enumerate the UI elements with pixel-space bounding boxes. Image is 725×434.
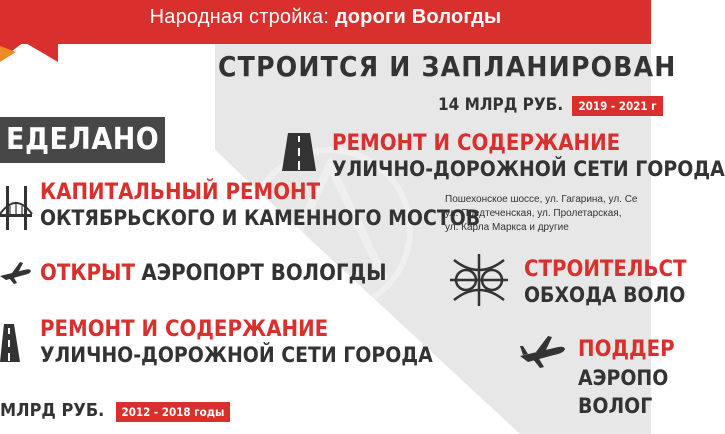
logo-icon — [0, 0, 70, 80]
done-item-roads-subtitle: УЛИЧНО-ДОРОЖНОЙ СЕТИ ГОРОДА — [40, 343, 433, 367]
done-item-bridge-subtitle: ОКТЯБРЬСКОГО И КАМЕННОГО МОСТОВ — [40, 206, 481, 230]
done-years-badge: 2012 - 2018 годы — [116, 402, 231, 422]
street-list: Пошехонское шоссе, ул. Гагарина, ул. Се ул. Предтеченская, ул. Пролетарская, ул. Карла Маркса и другие — [445, 194, 638, 233]
bridge-icon — [0, 186, 32, 230]
done-item-bridge — [40, 180, 480, 230]
planned-item-bypass-subtitle: ОБХОДА ВОЛО — [524, 283, 686, 307]
planned-item-airport-title: ПОДДЕР — [578, 337, 675, 362]
planned-years-badge: 2019 - 2021 г — [572, 96, 662, 116]
planned-item-bypass — [524, 257, 687, 307]
interchange-icon — [446, 252, 512, 308]
header-title: Народная стройка: дороги Вологды — [149, 6, 502, 28]
planned-item-airport-subtitle-2: ВОЛОГ — [578, 394, 653, 418]
planned-item-roads-title: РЕМОНТ И СОДЕРЖАНИЕ — [332, 131, 621, 156]
planned-title: СТРОИТСЯ И ЗАПЛАНИРОВАН — [218, 50, 677, 83]
planned-item-roads-subtitle: УЛИЧНО-ДОРОЖНОЙ СЕТИ ГОРОДА — [332, 157, 725, 181]
done-item-roads-title: РЕМОНТ И СОДЕРЖАНИЕ — [40, 317, 329, 342]
done-sum: МЛРД РУБ. 2012 - 2018 годы — [0, 400, 230, 421]
airplane-icon — [520, 336, 566, 368]
planned-item-airport — [578, 337, 675, 418]
planned-sum: 14 МЛРД РУБ. 2019 - 2021 г — [438, 95, 663, 115]
done-item-roads — [40, 317, 433, 367]
road-icon — [282, 133, 316, 171]
done-item-bridge-title: КАПИТАЛЬНЫЙ РЕМОНТ — [40, 180, 321, 205]
road-icon — [0, 324, 20, 362]
planned-item-bypass-title: СТРОИТЕЛЬСТ — [524, 257, 687, 282]
done-title: ЕДЕЛАНО — [0, 117, 165, 163]
planned-item-roads — [332, 131, 725, 181]
airplane-icon — [0, 262, 32, 284]
planned-item-airport-subtitle: АЭРОПО — [578, 366, 669, 390]
done-item-airport: ОТКРЫТ АЭРОПОРТ ВОЛОГДЫ — [40, 261, 387, 286]
